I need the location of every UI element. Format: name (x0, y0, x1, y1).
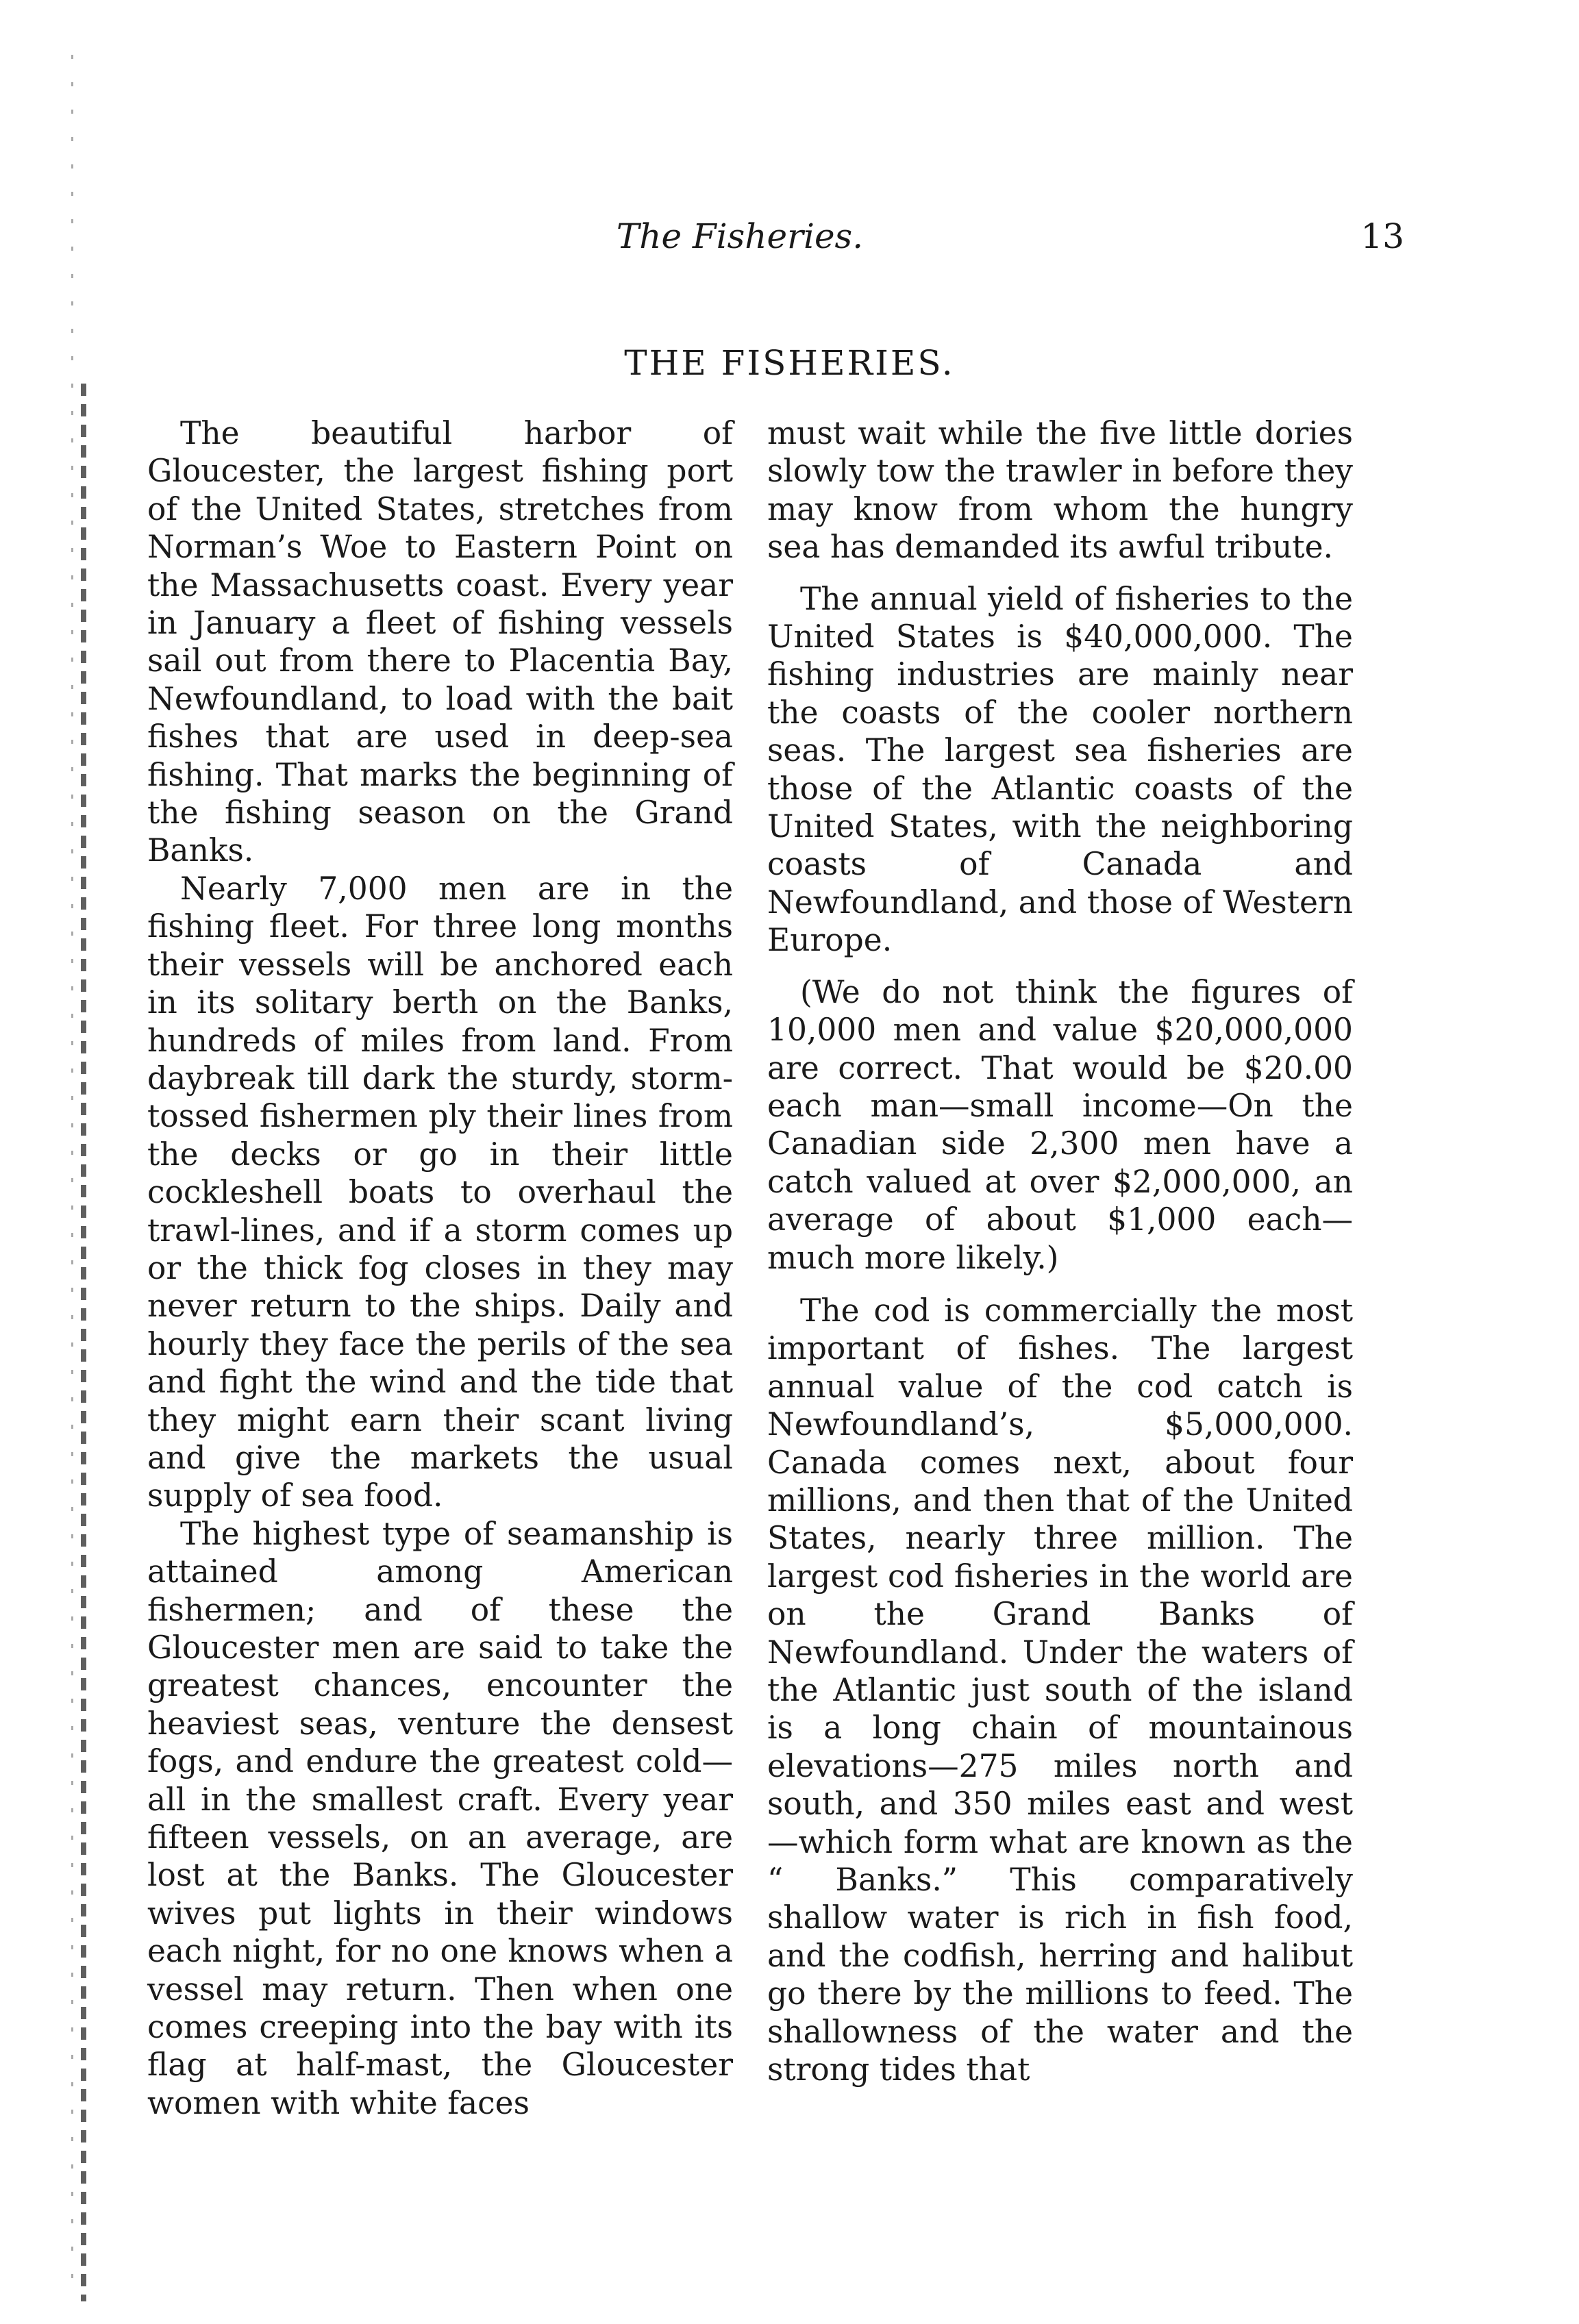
paragraph: The annual yield of fisheries to the United States is $40,000,000. The fishing industries are mainly near the coasts of the cooler northern seas. The largest sea fisheries are those of the Atlantic coasts of the United States, with the neighboring coasts of Canada and Newfoundland, and those of Western Europe. (767, 580, 1353, 959)
paragraph: The highest type of seamanship is attained among American fishermen; and of these the Gloucester men are said to take the greatest chances, encounter the heaviest seas, venture the densest fogs, and endure the greatest cold—all in the smallest craft. Every year fifteen vessels, on an average, are lost at the Banks. The Gloucester wives put lights in their windows each night, for no one knows when a vessel may return. Then when one comes creeping into the bay with its flag at half-mast, the Gloucester women with white faces (147, 1515, 733, 2121)
paragraph: Nearly 7,000 men are in the fishing fleet. For three long months their vessels will be anchored each in its solitary berth on the Banks, hundreds of miles from land. From daybreak till dark the sturdy, storm-tossed fishermen ply their lines from the decks or go in their little cockleshell boats to overhaul the trawl-lines, and if a storm comes up or the thick fog closes in they may never return to the ships. Daily and hourly they face the perils of the sea and fight the wind and the tide that they might earn their scant living and give the markets the usual supply of sea food. (147, 870, 733, 1514)
paragraph: The beautiful harbor of Gloucester, the largest fishing port of the United States, stretches from Norman’s Woe to Eastern Point on the Massachusetts coast. Every year in January a fleet of fishing vessels sail out from there to Placentia Bay, Newfoundland, to load with the bait fishes that are used in deep-sea fishing. That marks the beginning of the fishing season on the Grand Banks. (147, 415, 733, 869)
page-number: 13 (1360, 216, 1404, 256)
running-title: The Fisheries. (616, 216, 864, 256)
paragraph: (We do not think the figures of 10,000 men and value $20,000,000 are correct. That would be $20.00 each man—small income—On the Canadian side 2,300 men have a catch valued at over $2,000,000, an average of about $1,000 each—much more likely.) (767, 973, 1353, 1276)
left-column (147, 414, 733, 2122)
paragraph-continuation: must wait while the five little dories slowly tow the trawler in before they may know from whom the hungry sea has demanded its awful tribute. (767, 415, 1353, 566)
right-column (767, 414, 1353, 2088)
paragraph: The cod is commercially the most important of fishes. The largest annual value of the cod catch is Newfoundland’s, $5,000,000. Canada comes next, about four millions, and then that of the United States, nearly three million. The largest cod fisheries in the world are on the Grand Banks of Newfoundland. Under the waters of the Atlantic just south of the island is a long chain of mountainous elevations—275 miles north and south, and 350 miles east and west—which form what are known as the “ Banks.” This comparatively shallow water is rich in fish food, and the codfish, herring and halibut go there by the millions to feed. The shallowness of the water and the strong tides that (767, 1292, 1353, 2088)
running-head (0, 209, 1579, 264)
section-heading: THE FISHERIES. (624, 343, 955, 383)
binding-edge (81, 384, 86, 2301)
